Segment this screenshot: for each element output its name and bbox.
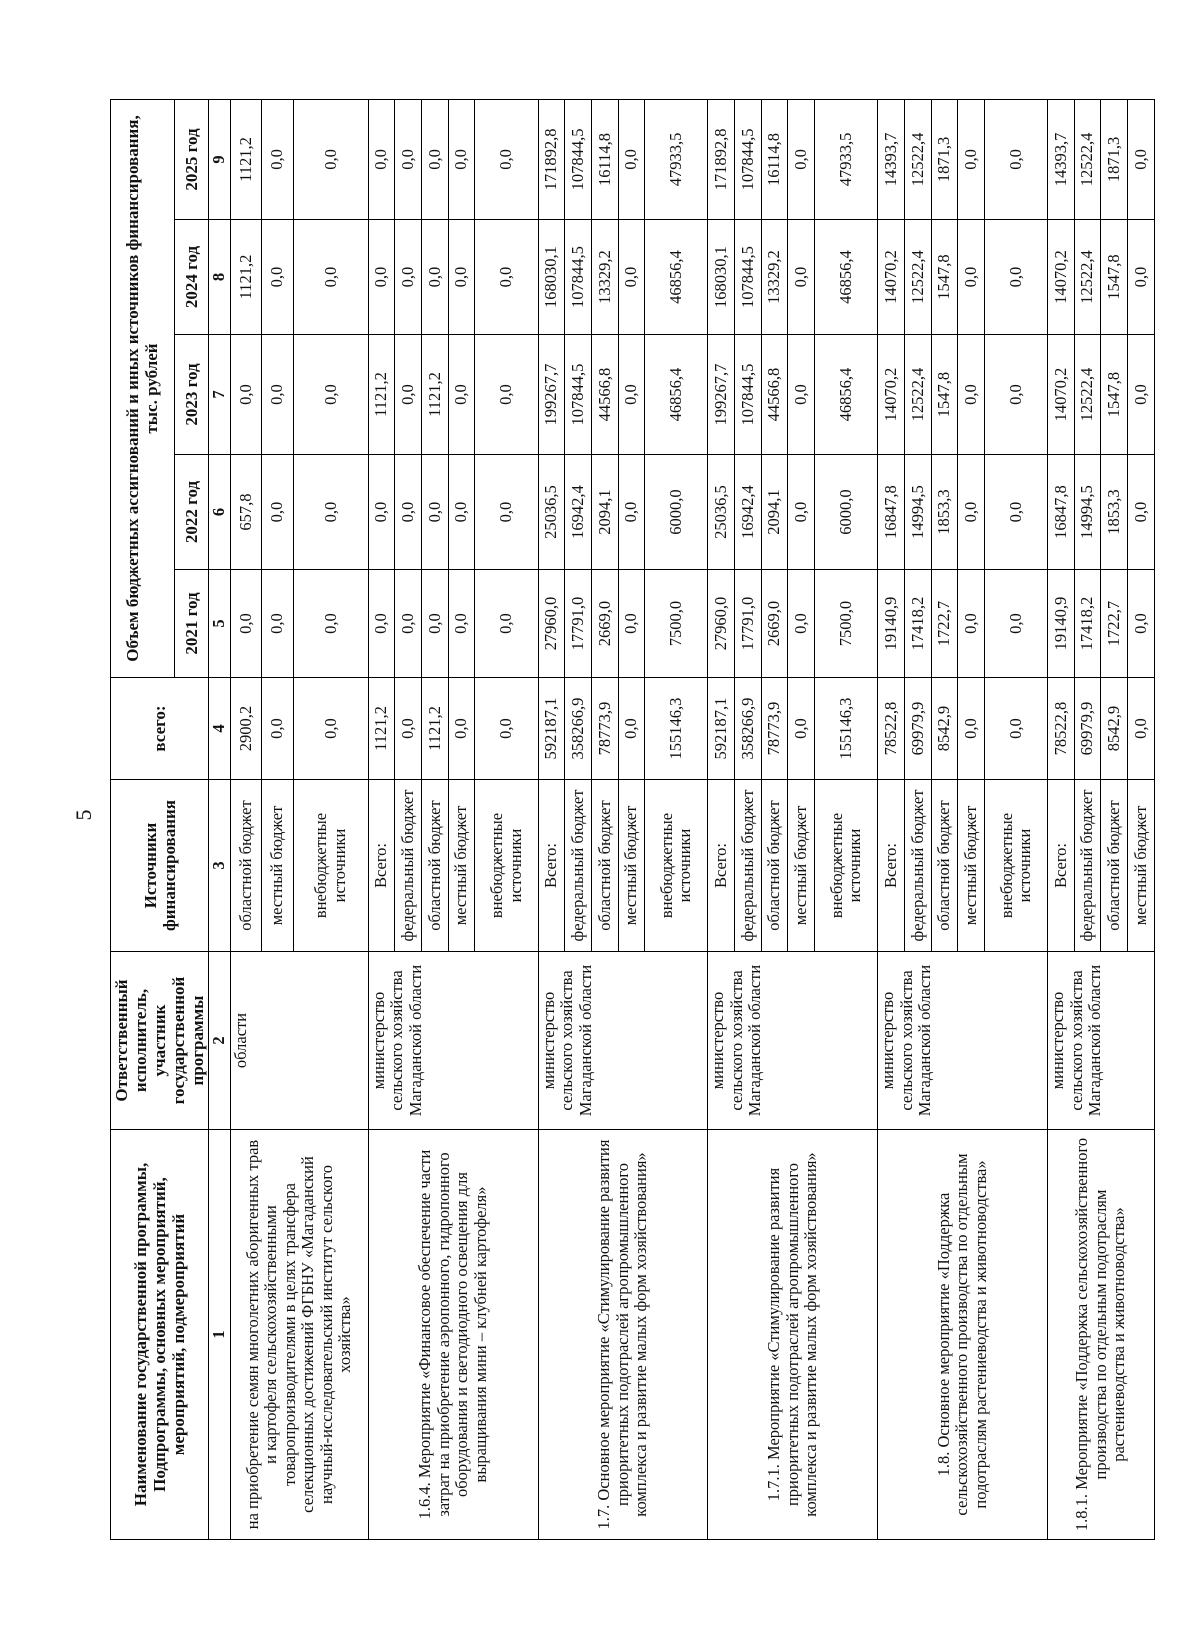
year-value-cell: 0,0 [262, 455, 294, 570]
year-value-cell: 0,0 [262, 220, 294, 335]
year-value-cell: 12522,4 [1074, 335, 1101, 455]
year-value-cell: 14393,7 [1048, 99, 1075, 219]
year-value-cell: 0,0 [788, 570, 815, 678]
header-volume: Объем бюджетных ассигнований и иных источников финансирования, тыс. рублей [111, 99, 175, 677]
year-value-cell: 12522,4 [1074, 220, 1101, 335]
source-cell: федеральный бюджет [904, 780, 931, 952]
year-value-cell: 14070,2 [878, 220, 905, 335]
year-value-cell: 46856,4 [815, 220, 878, 335]
year-value-cell: 171892,8 [708, 99, 735, 219]
source-cell: внебюджетные источники [985, 780, 1048, 952]
year-value-cell: 1121,2 [230, 99, 262, 219]
column-index: 9 [209, 99, 230, 219]
total-value-cell: 78522,8 [1048, 678, 1075, 780]
year-value-cell: 0,0 [395, 455, 422, 570]
source-cell: федеральный бюджет [735, 780, 762, 952]
responsible-cell: области [230, 952, 368, 1130]
total-value-cell: 0,0 [262, 678, 294, 780]
source-cell: областной бюджет [1101, 780, 1128, 952]
header-year-2023: 2023 год [174, 335, 208, 455]
total-value-cell: 358266,9 [735, 678, 762, 780]
total-value-cell: 155146,3 [815, 678, 878, 780]
total-value-cell: 592187,1 [538, 678, 565, 780]
year-value-cell: 168030,1 [538, 220, 565, 335]
source-cell: внебюджетные источники [815, 780, 878, 952]
year-value-cell: 0,0 [475, 99, 538, 219]
year-value-cell: 6000,0 [645, 455, 708, 570]
year-value-cell: 17418,2 [904, 570, 931, 678]
total-value-cell: 358266,9 [565, 678, 592, 780]
year-value-cell: 14070,2 [1048, 220, 1075, 335]
total-value-cell: 0,0 [293, 678, 368, 780]
year-value-cell: 0,0 [448, 570, 475, 678]
total-value-cell: 0,0 [958, 678, 985, 780]
source-cell: областной бюджет [761, 780, 788, 952]
year-value-cell: 2669,0 [761, 570, 788, 678]
header-program-name: Наименование государственной программы, Подпрограммы, основных мероприятий, мероприятий, подмероприятий [111, 1130, 209, 1540]
source-cell: Всего: [368, 780, 395, 952]
source-cell: федеральный бюджет [565, 780, 592, 952]
year-value-cell: 46856,4 [815, 335, 878, 455]
year-value-cell: 0,0 [230, 335, 262, 455]
total-value-cell: 1121,2 [368, 678, 395, 780]
source-cell: областной бюджет [422, 780, 449, 952]
year-value-cell: 0,0 [1128, 220, 1155, 335]
source-cell: областной бюджет [230, 780, 262, 952]
total-value-cell: 0,0 [788, 678, 815, 780]
year-value-cell: 107844,5 [735, 99, 762, 219]
total-value-cell: 0,0 [448, 678, 475, 780]
year-value-cell: 0,0 [985, 335, 1048, 455]
table-body [230, 99, 1154, 1539]
year-value-cell: 0,0 [958, 99, 985, 219]
year-value-cell: 46856,4 [645, 220, 708, 335]
year-value-cell: 0,0 [448, 455, 475, 570]
year-value-cell: 0,0 [230, 570, 262, 678]
source-cell: местный бюджет [958, 780, 985, 952]
year-value-cell: 0,0 [422, 220, 449, 335]
year-value-cell: 14994,5 [1074, 455, 1101, 570]
year-value-cell: 13329,2 [761, 220, 788, 335]
year-value-cell: 0,0 [262, 335, 294, 455]
total-value-cell: 78773,9 [591, 678, 618, 780]
year-value-cell: 657,8 [230, 455, 262, 570]
year-value-cell: 16847,8 [878, 455, 905, 570]
year-value-cell: 0,0 [395, 570, 422, 678]
year-value-cell: 0,0 [1128, 99, 1155, 219]
year-value-cell: 0,0 [985, 570, 1048, 678]
program-name-cell: 1.7. Основное мероприятие «Стимулирование развития приоритетных подотраслей агропромышленного комплекса и развитие малых форм хозяйствования» [538, 1130, 708, 1540]
year-value-cell: 0,0 [985, 455, 1048, 570]
year-value-cell: 0,0 [618, 99, 645, 219]
column-index: 3 [209, 780, 230, 952]
year-value-cell: 25036,5 [538, 455, 565, 570]
year-value-cell: 44566,8 [761, 335, 788, 455]
year-value-cell: 0,0 [293, 335, 368, 455]
table-row [708, 99, 735, 1539]
table-row [368, 99, 395, 1539]
year-value-cell: 0,0 [618, 220, 645, 335]
responsible-cell: министерство сельского хозяйства Магаданской области [1048, 952, 1155, 1130]
year-value-cell: 0,0 [1128, 455, 1155, 570]
column-index-row [209, 99, 230, 1539]
year-value-cell: 1853,3 [931, 455, 958, 570]
year-value-cell: 17418,2 [1074, 570, 1101, 678]
total-value-cell: 78522,8 [878, 678, 905, 780]
year-value-cell: 199267,7 [538, 335, 565, 455]
year-value-cell: 0,0 [293, 99, 368, 219]
program-name-cell: на приобретение семян многолетних аборигенных трав и картофеля сельскохозяйственными товаропроизводителями в целях трансфера селекционных достижений ФГБНУ «Магаданский научный-исследовательский институт сельского хозяйства» [230, 1130, 368, 1540]
year-value-cell: 0,0 [618, 570, 645, 678]
source-cell: внебюджетные источники [293, 780, 368, 952]
header-sources: Источники финансирования [111, 780, 209, 952]
total-value-cell: 69979,9 [1074, 678, 1101, 780]
responsible-cell: министерство сельского хозяйства Магаданской области [538, 952, 708, 1130]
source-cell: местный бюджет [1128, 780, 1155, 952]
year-value-cell: 0,0 [788, 335, 815, 455]
total-value-cell: 0,0 [475, 678, 538, 780]
total-value-cell: 1121,2 [422, 678, 449, 780]
year-value-cell: 0,0 [395, 99, 422, 219]
year-value-cell: 0,0 [958, 570, 985, 678]
year-value-cell: 12522,4 [904, 335, 931, 455]
year-value-cell: 1547,8 [1101, 335, 1128, 455]
total-value-cell: 8542,9 [931, 678, 958, 780]
year-value-cell: 0,0 [293, 455, 368, 570]
column-index: 4 [209, 678, 230, 780]
year-value-cell: 2094,1 [591, 455, 618, 570]
year-value-cell: 27960,0 [538, 570, 565, 678]
total-value-cell: 0,0 [1128, 678, 1155, 780]
year-value-cell: 12522,4 [904, 99, 931, 219]
total-value-cell: 592187,1 [708, 678, 735, 780]
source-cell: областной бюджет [931, 780, 958, 952]
column-index: 1 [209, 1130, 230, 1540]
source-cell: местный бюджет [788, 780, 815, 952]
table-row [538, 99, 565, 1539]
total-value-cell: 78773,9 [761, 678, 788, 780]
year-value-cell: 168030,1 [708, 220, 735, 335]
total-value-cell: 69979,9 [904, 678, 931, 780]
responsible-cell: министерство сельского хозяйства Магаданской области [708, 952, 878, 1130]
header-year-2025: 2025 год [174, 99, 208, 219]
year-value-cell: 0,0 [618, 335, 645, 455]
column-index: 6 [209, 455, 230, 570]
year-value-cell: 16942,4 [735, 455, 762, 570]
year-value-cell: 0,0 [958, 335, 985, 455]
program-name-cell: 1.6.4. Мероприятие «Финансовое обеспечение части затрат на приобретение аэропонного, гидропонного оборудования и светодиодного освещения для выращивания мини – клубней картофеля» [368, 1130, 538, 1540]
year-value-cell: 1871,3 [931, 99, 958, 219]
source-cell: Всего: [1048, 780, 1075, 952]
year-value-cell: 16114,8 [591, 99, 618, 219]
year-value-cell: 107844,5 [565, 99, 592, 219]
rotated-table-container [110, 100, 1150, 1540]
year-value-cell: 1121,2 [422, 335, 449, 455]
source-cell: местный бюджет [618, 780, 645, 952]
year-value-cell: 1121,2 [368, 335, 395, 455]
year-value-cell: 0,0 [293, 570, 368, 678]
year-value-cell: 0,0 [448, 335, 475, 455]
year-value-cell: 1547,8 [931, 335, 958, 455]
source-cell: федеральный бюджет [1074, 780, 1101, 952]
year-value-cell: 0,0 [422, 455, 449, 570]
column-index: 2 [209, 952, 230, 1130]
year-value-cell: 0,0 [448, 99, 475, 219]
header-row-top [111, 99, 175, 1539]
program-name-cell: 1.8. Основное мероприятие «Поддержка сельскохозяйственного производства по отдельным подотраслям растениеводства и животноводства» [878, 1130, 1048, 1540]
year-value-cell: 47933,5 [645, 99, 708, 219]
header-year-2024: 2024 год [174, 220, 208, 335]
year-value-cell: 0,0 [395, 335, 422, 455]
year-value-cell: 0,0 [368, 220, 395, 335]
year-value-cell: 44566,8 [591, 335, 618, 455]
year-value-cell: 0,0 [985, 99, 1048, 219]
year-value-cell: 199267,7 [708, 335, 735, 455]
year-value-cell: 1871,3 [1101, 99, 1128, 219]
year-value-cell: 16114,8 [761, 99, 788, 219]
year-value-cell: 14070,2 [1048, 335, 1075, 455]
source-cell: федеральный бюджет [395, 780, 422, 952]
year-value-cell: 0,0 [1128, 570, 1155, 678]
year-value-cell: 107844,5 [735, 220, 762, 335]
year-value-cell: 0,0 [368, 99, 395, 219]
header-year-2022: 2022 год [174, 455, 208, 570]
year-value-cell: 14070,2 [878, 335, 905, 455]
year-value-cell: 1853,3 [1101, 455, 1128, 570]
year-value-cell: 16847,8 [1048, 455, 1075, 570]
total-value-cell: 2900,2 [230, 678, 262, 780]
year-value-cell: 171892,8 [538, 99, 565, 219]
year-value-cell: 0,0 [788, 220, 815, 335]
year-value-cell: 1547,8 [931, 220, 958, 335]
year-value-cell: 0,0 [788, 455, 815, 570]
table-row [1048, 99, 1075, 1539]
year-value-cell: 1121,2 [230, 220, 262, 335]
page-number: 5 [71, 809, 96, 821]
source-cell: внебюджетные источники [645, 780, 708, 952]
year-value-cell: 47933,5 [815, 99, 878, 219]
year-value-cell: 7500,0 [815, 570, 878, 678]
year-value-cell: 0,0 [368, 455, 395, 570]
total-value-cell: 0,0 [395, 678, 422, 780]
year-value-cell: 0,0 [475, 455, 538, 570]
source-cell: внебюджетные источники [475, 780, 538, 952]
year-value-cell: 1722,7 [931, 570, 958, 678]
year-value-cell: 0,0 [293, 220, 368, 335]
year-value-cell: 25036,5 [708, 455, 735, 570]
program-name-cell: 1.7.1. Мероприятие «Стимулирование развития приоритетных подотраслей агропромышленного комплекса и развитие малых форм хозяйствования» [708, 1130, 878, 1540]
year-value-cell: 19140,9 [1048, 570, 1075, 678]
year-value-cell: 0,0 [1128, 335, 1155, 455]
total-value-cell: 0,0 [985, 678, 1048, 780]
year-value-cell: 17791,0 [565, 570, 592, 678]
year-value-cell: 12522,4 [904, 220, 931, 335]
year-value-cell: 0,0 [958, 220, 985, 335]
year-value-cell: 2094,1 [761, 455, 788, 570]
year-value-cell: 0,0 [262, 570, 294, 678]
responsible-cell: министерство сельского хозяйства Магаданской области [368, 952, 538, 1130]
year-value-cell: 7500,0 [645, 570, 708, 678]
year-value-cell: 0,0 [395, 220, 422, 335]
year-value-cell: 27960,0 [708, 570, 735, 678]
source-cell: Всего: [708, 780, 735, 952]
year-value-cell: 17791,0 [735, 570, 762, 678]
year-value-cell: 6000,0 [815, 455, 878, 570]
year-value-cell: 0,0 [262, 99, 294, 219]
year-value-cell: 0,0 [422, 99, 449, 219]
column-index: 7 [209, 335, 230, 455]
year-value-cell: 13329,2 [591, 220, 618, 335]
table-row [878, 99, 905, 1539]
year-value-cell: 107844,5 [735, 335, 762, 455]
column-index: 8 [209, 220, 230, 335]
year-value-cell: 12522,4 [1074, 99, 1101, 219]
year-value-cell: 0,0 [788, 99, 815, 219]
header-responsible: Ответственный исполнитель, участник государственной программы [111, 952, 209, 1130]
column-index: 5 [209, 570, 230, 678]
year-value-cell: 0,0 [475, 220, 538, 335]
funding-table [110, 99, 1155, 1540]
source-cell: местный бюджет [448, 780, 475, 952]
year-value-cell: 0,0 [985, 220, 1048, 335]
year-value-cell: 107844,5 [565, 335, 592, 455]
year-value-cell: 19140,9 [878, 570, 905, 678]
year-value-cell: 0,0 [475, 570, 538, 678]
source-cell: Всего: [878, 780, 905, 952]
total-value-cell: 0,0 [618, 678, 645, 780]
year-value-cell: 0,0 [422, 570, 449, 678]
source-cell: Всего: [538, 780, 565, 952]
year-value-cell: 16942,4 [565, 455, 592, 570]
total-value-cell: 8542,9 [1101, 678, 1128, 780]
year-value-cell: 1722,7 [1101, 570, 1128, 678]
header-year-2021: 2021 год [174, 570, 208, 678]
year-value-cell: 2669,0 [591, 570, 618, 678]
header-total: всего: [111, 678, 209, 780]
year-value-cell: 14994,5 [904, 455, 931, 570]
year-value-cell: 1547,8 [1101, 220, 1128, 335]
year-value-cell: 0,0 [618, 455, 645, 570]
year-value-cell: 0,0 [368, 570, 395, 678]
year-value-cell: 0,0 [958, 455, 985, 570]
total-value-cell: 155146,3 [645, 678, 708, 780]
year-value-cell: 14393,7 [878, 99, 905, 219]
source-cell: местный бюджет [262, 780, 294, 952]
year-value-cell: 46856,4 [645, 335, 708, 455]
year-value-cell: 0,0 [475, 335, 538, 455]
year-value-cell: 107844,5 [565, 220, 592, 335]
program-name-cell: 1.8.1. Мероприятие «Поддержка сельскохозяйственного производства по отдельным подотраслям растениеводства и животноводства» [1048, 1130, 1155, 1540]
responsible-cell: министерство сельского хозяйства Магаданской области [878, 952, 1048, 1130]
year-value-cell: 0,0 [448, 220, 475, 335]
source-cell: областной бюджет [591, 780, 618, 952]
table-row [230, 99, 262, 1539]
